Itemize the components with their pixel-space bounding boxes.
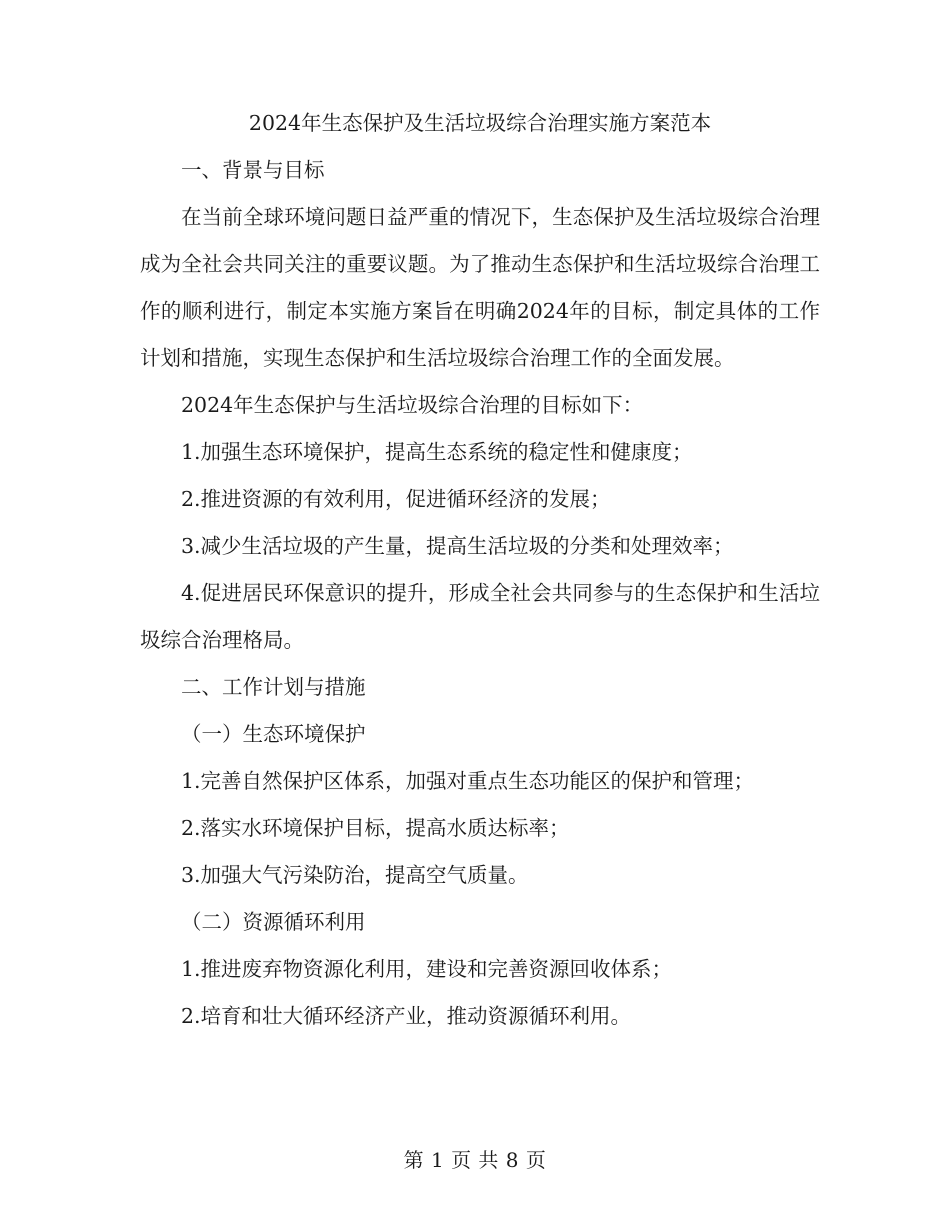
ecology-item-1: 1.完善自然保护区体系，加强对重点生态功能区的保护和管理； [181,769,755,793]
goal-item-1: 1.加强生态环境保护，提高生态系统的稳定性和健康度； [181,440,693,464]
document-body [140,100,820,1040]
paragraph-background: 在当前全球环境问题日益严重的情况下，生态保护及生活垃圾综合治理成为全社会共同关注的重要议题。为了推动生态保护和生活垃圾综合治理工作的顺利进行，制定本实施方案旨在明确2024年的目标，制定具体的工作计划和措施，实现生态保护和生活垃圾综合治理工作的全面发展。 [140,205,820,370]
page-number: 第 1 页 共 8 页 [403,1148,547,1172]
paragraph-goals-intro: 2024年生态保护与生活垃圾综合治理的目标如下： [181,393,644,417]
goal-item-2: 2.推进资源的有效利用，促进循环经济的发展； [181,487,611,511]
ecology-item-3: 3.加强大气污染防治，提高空气质量。 [181,863,529,887]
recycling-item-2: 2.培育和壮大循环经济产业，推动资源循环利用。 [181,1004,632,1028]
recycling-item-1: 1.推进废弃物资源化利用，建设和完善资源回收体系； [181,957,673,981]
ecology-item-2: 2.落实水环境保护目标，提高水质达标率； [181,816,570,840]
subsection-heading-recycling: （二）资源循环利用 [181,910,366,934]
goal-item-3: 3.减少生活垃圾的产生量，提高生活垃圾的分类和处理效率； [181,534,734,558]
section-heading-background: 一、背景与目标 [181,158,325,182]
subsection-heading-ecology: （一）生态环境保护 [181,722,366,746]
goal-item-4: 4.促进居民环保意识的提升，形成全社会共同参与的生态保护和生活垃圾综合治理格局。 [140,581,820,652]
page-footer [0,1145,950,1175]
section-heading-plan: 二、工作计划与措施 [181,675,366,699]
document-title: 2024年生态保护及生活垃圾综合治理实施方案范本 [248,111,712,135]
